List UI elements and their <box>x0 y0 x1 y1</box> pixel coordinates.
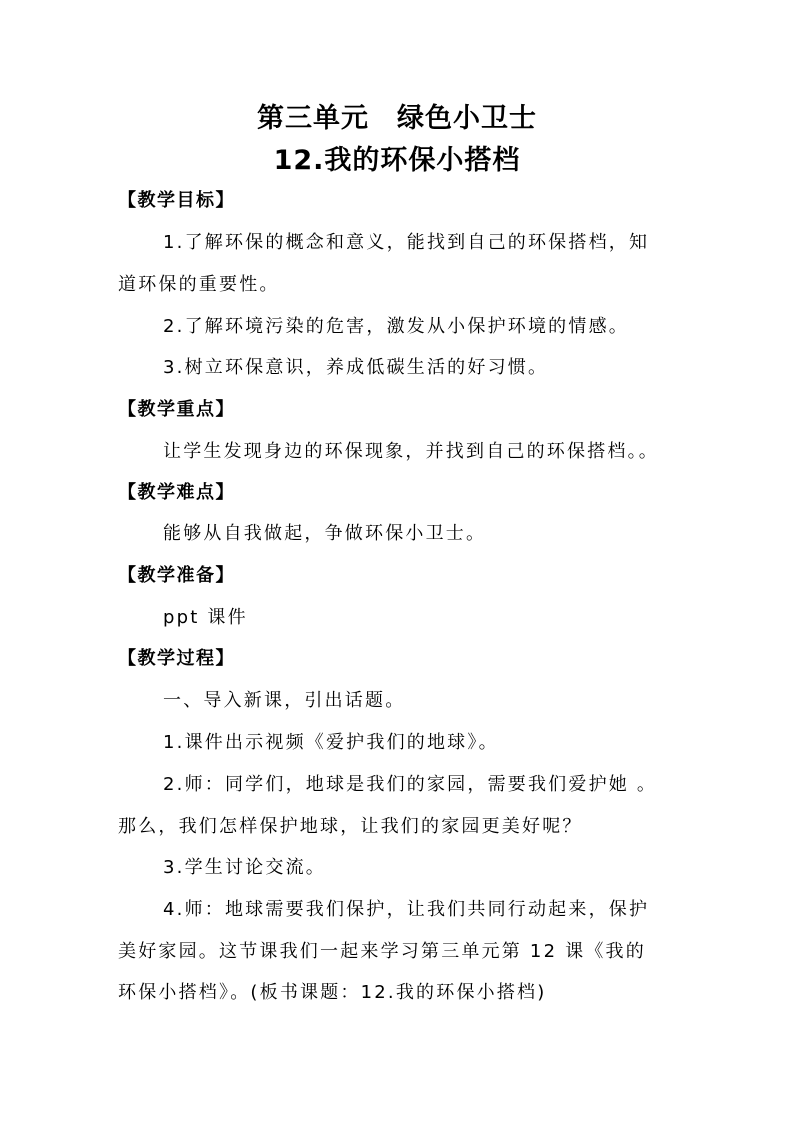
lesson-title: 12.我的环保小搭档 <box>273 145 521 176</box>
process-paragraph-4-line-2: 美好家园。这节课我们一起来学习第三单元第 12 课《我的 <box>118 941 646 962</box>
key-points-heading: 【教学重点】 <box>118 399 235 420</box>
goal-3: 3.树立环保意识，养成低碳生活的好习惯。 <box>163 357 549 378</box>
goals-heading: 【教学目标】 <box>118 190 235 211</box>
goal-1-line-2: 道环保的重要性。 <box>118 274 280 295</box>
key-points-text: 让学生发现身边的环保现象，并找到自己的环保搭档。。 <box>163 441 659 462</box>
difficulties-heading: 【教学难点】 <box>118 482 235 503</box>
process-paragraph-4-line-1: 4.师：地球需要我们保护，让我们共同行动起来，保护 <box>163 899 650 920</box>
preparation-heading: 【教学准备】 <box>118 565 235 586</box>
process-paragraph-4-line-3: 环保小搭档》。(板书课题：12.我的环保小搭档) <box>118 982 547 1003</box>
unit-title <box>0 101 794 137</box>
preparation-text: ppt 课件 <box>163 607 248 628</box>
process-heading: 【教学过程】 <box>118 648 235 669</box>
process-paragraph-2-line-2: 那么，我们怎样保护地球，让我们的家园更美好呢？ <box>118 816 583 837</box>
process-paragraph-1: 1.课件出示视频《爱护我们的地球》。 <box>163 732 499 753</box>
process-step-title: 一、导入新课，引出话题。 <box>163 690 406 711</box>
process-paragraph-2-line-1: 2.师：同学们，地球是我们的家园，需要我们爱护她 。 <box>163 774 658 795</box>
goal-1-line-1: 1.了解环保的概念和意义，能找到自己的环保搭档，知 <box>163 232 650 253</box>
unit-number: 第三单元 <box>257 103 369 134</box>
difficulties-text: 能够从自我做起，争做环保小卫士。 <box>163 523 487 544</box>
unit-name: 绿色小卫士 <box>397 103 537 134</box>
goal-2: 2.了解环境污染的危害，激发从小保护环境的情感。 <box>163 316 629 337</box>
process-paragraph-3: 3.学生讨论交流。 <box>163 857 326 878</box>
